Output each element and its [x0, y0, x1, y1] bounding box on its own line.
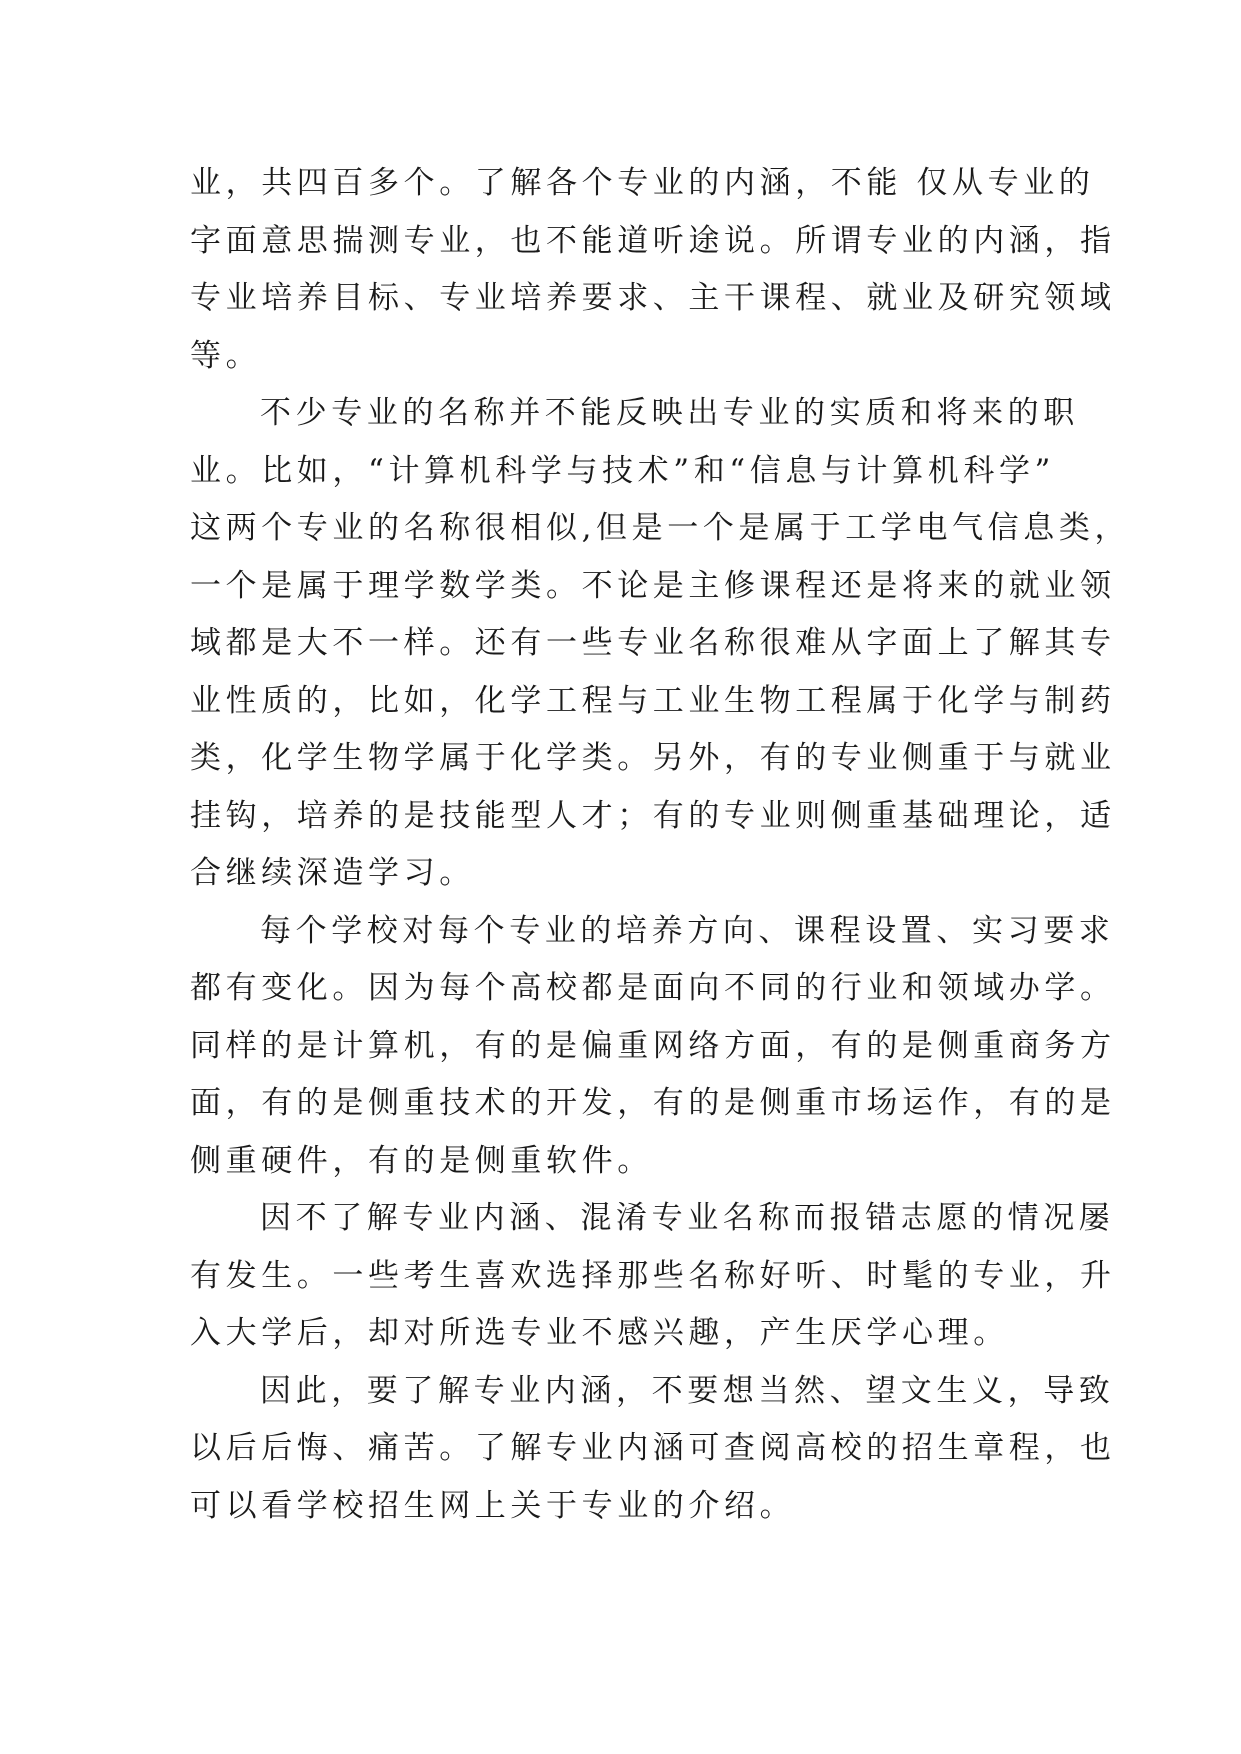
text-line: 域都是大不一样。还有一些专业名称很难从字面上了解其专	[190, 625, 1116, 661]
paragraph-3	[190, 903, 1116, 1191]
text-line: 挂钩，培养的是技能型人才；有的专业则侧重基础理论，适	[190, 797, 1116, 834]
paragraph-1	[190, 155, 1116, 385]
text-line: 面，有的是侧重技术的开发，有的是侧重市场运作，有的是	[190, 1085, 1116, 1121]
document-body	[190, 155, 1131, 1535]
text-line: 专业培养目标、专业培养要求、主干课程、就业及研究领域	[190, 280, 1116, 316]
text-line: 不少专业的名称并不能反映出专业的实质和将来的职	[260, 395, 1079, 431]
paragraph-5	[190, 1363, 1116, 1536]
text-line: 侧重硬件，有的是侧重软件。	[190, 1142, 653, 1179]
text-line: 因不了解专业内涵、混淆专业名称而报错志愿的情况屡	[260, 1200, 1115, 1236]
text-line: 业。比如，“计算机科学与技术”和“信息与计算机科学”	[190, 452, 1055, 489]
text-line: 等。	[190, 337, 262, 374]
text-line: 每个学校对每个专业的培养方向、课程设置、实习要求	[260, 912, 1115, 949]
text-line: 以后后悔、痛苦。了解专业内涵可查阅高校的招生章程，也	[190, 1430, 1116, 1466]
text-line: 合继续深造学习。	[190, 855, 475, 891]
paragraph-2	[190, 385, 1131, 903]
text-line: 可以看学校招生网上关于专业的介绍。	[190, 1487, 796, 1524]
paragraph-4	[190, 1190, 1116, 1363]
text-line: 同样的是计算机，有的是偏重网络方面，有的是侧重商务方	[190, 1027, 1116, 1064]
text-line: 这两个专业的名称很相似,但是一个是属于工学电气信息类，	[190, 510, 1131, 546]
text-line: 因此，要了解专业内涵，不要想当然、望文生义，导致	[260, 1372, 1115, 1409]
text-line: 都有变化。因为每个高校都是面向不同的行业和领域办学。	[190, 970, 1116, 1006]
text-line: 业，共四百多个。了解各个专业的内涵，不能 仅从专业的	[190, 165, 1095, 201]
text-line: 一个是属于理学数学类。不论是主修课程还是将来的就业领	[190, 567, 1116, 604]
text-line: 类，化学生物学属于化学类。另外，有的专业侧重于与就业	[190, 740, 1116, 776]
text-line: 业性质的，比如，化学工程与工业生物工程属于化学与制药	[190, 682, 1116, 719]
text-line: 有发生。一些考生喜欢选择那些名称好听、时髦的专业，升	[190, 1257, 1116, 1294]
text-line: 入大学后，却对所选专业不感兴趣，产生厌学心理。	[190, 1315, 1009, 1351]
text-line: 字面意思揣测专业，也不能道听途说。所谓专业的内涵，指	[190, 222, 1116, 259]
